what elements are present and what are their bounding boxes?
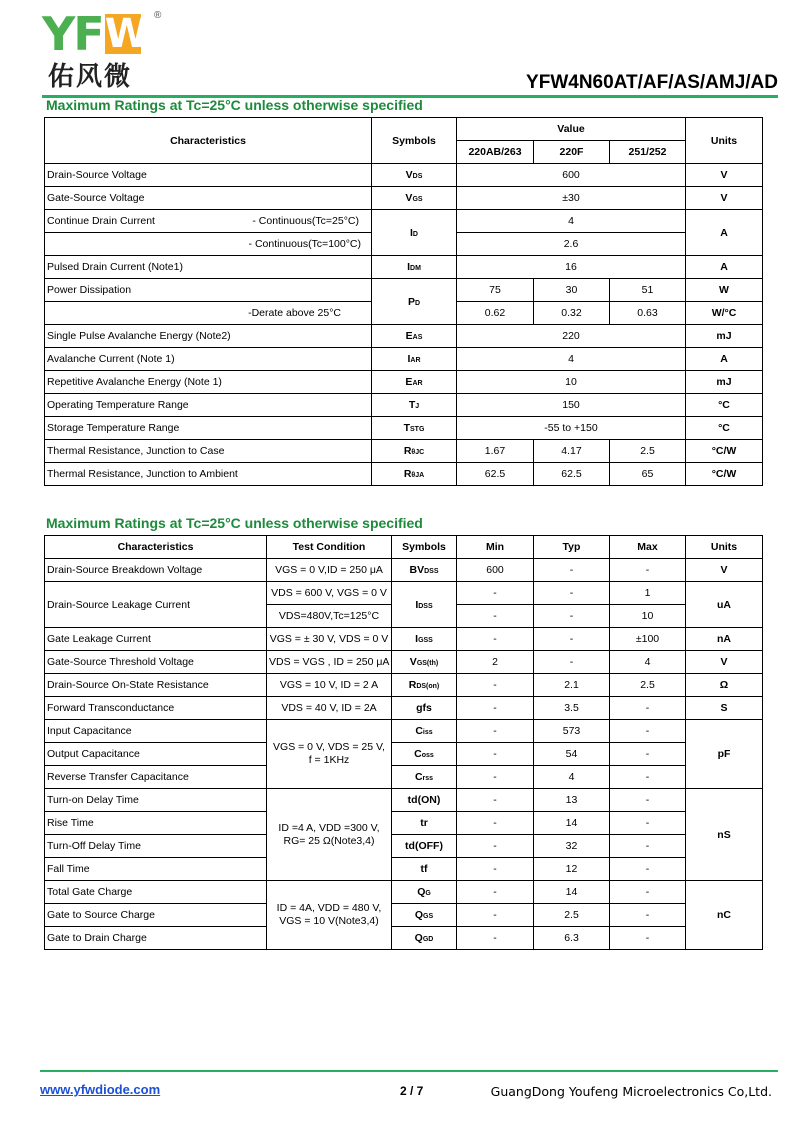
table-cell: Pulsed Drain Current (Note1) xyxy=(45,256,372,279)
table-cell: - xyxy=(457,766,534,789)
table-cell: 2 xyxy=(457,651,534,674)
header-test-condition: Test Condition xyxy=(267,536,392,559)
table-cell: 2.1 xyxy=(534,674,610,697)
table-cell: - xyxy=(610,720,686,743)
table-cell: 14 xyxy=(534,812,610,835)
header-max: Max xyxy=(610,536,686,559)
table-cell: 4 xyxy=(457,348,686,371)
table-cell: A xyxy=(686,210,763,256)
table-row xyxy=(45,187,763,210)
header-typ: Typ xyxy=(534,536,610,559)
table-cell: VGS = 10 V, ID = 2 A xyxy=(267,674,392,697)
table-cell: - xyxy=(610,789,686,812)
table-cell: td(OFF) xyxy=(392,835,457,858)
table-cell: - xyxy=(610,927,686,950)
table-cell: VGS = ± 30 V, VDS = 0 V xyxy=(267,628,392,651)
logo-chinese-name: 佑风微 xyxy=(48,62,133,92)
table-cell: RθJC xyxy=(372,440,457,463)
table-cell: - xyxy=(457,789,534,812)
table-cell: Gate to Drain Charge xyxy=(45,927,267,950)
table-row xyxy=(45,371,763,394)
table-cell: Drain-Source Breakdown Voltage xyxy=(45,559,267,582)
table-cell: VGS = 0 V,ID = 250 μA xyxy=(267,559,392,582)
table-cell: V xyxy=(686,187,763,210)
table-row xyxy=(45,927,763,950)
company-logo xyxy=(42,7,172,94)
table-cell: Thermal Resistance, Junction to Ambient xyxy=(45,463,372,486)
table-cell: - xyxy=(457,720,534,743)
table-cell: Avalanche Current (Note 1) xyxy=(45,348,372,371)
table-cell: - xyxy=(610,766,686,789)
table-cell: 32 xyxy=(534,835,610,858)
table-row xyxy=(45,628,763,651)
table-cell: Ciss xyxy=(392,720,457,743)
table-cell: Single Pulse Avalanche Energy (Note2) xyxy=(45,325,372,348)
table-row xyxy=(45,417,763,440)
table-cell: IDM xyxy=(372,256,457,279)
table-cell: 12 xyxy=(534,858,610,881)
table-cell: -Derate above 25°C xyxy=(45,302,372,325)
table-cell: 51 xyxy=(610,279,686,302)
table-cell: 3.5 xyxy=(534,697,610,720)
table-cell: 220 xyxy=(457,325,686,348)
table-cell: V xyxy=(686,559,763,582)
table-cell: RθJA xyxy=(372,463,457,486)
section-title-ratings: Maximum Ratings at Tc=25°C unless otherwise specified xyxy=(46,97,423,113)
table-cell: 573 xyxy=(534,720,610,743)
table-cell: W/°C xyxy=(686,302,763,325)
table-cell: - xyxy=(457,628,534,651)
table-row xyxy=(45,256,763,279)
table-cell: ±30 xyxy=(457,187,686,210)
table-cell: Coss xyxy=(392,743,457,766)
table-cell: TSTG xyxy=(372,417,457,440)
table-cell: VGS = 0 V, VDS = 25 V, f = 1KHz xyxy=(267,720,392,789)
table-cell: °C xyxy=(686,417,763,440)
table-cell: ID = 4A, VDD = 480 V, VGS = 10 V(Note3,4) xyxy=(267,881,392,950)
table-cell: Operating Temperature Range xyxy=(45,394,372,417)
table-cell: V xyxy=(686,651,763,674)
max-ratings-table xyxy=(44,117,763,486)
table-cell: 10 xyxy=(457,371,686,394)
table-cell: 1 xyxy=(610,582,686,605)
footer-divider xyxy=(40,1070,778,1072)
table-cell: PD xyxy=(372,279,457,325)
table-cell: 6.3 xyxy=(534,927,610,950)
table-cell: Gate-Source Threshold Voltage xyxy=(45,651,267,674)
table-cell: uA xyxy=(686,582,763,628)
table-cell: IDSS xyxy=(392,582,457,628)
table-row xyxy=(45,582,763,605)
table-cell: Drain-Source Voltage xyxy=(45,164,372,187)
table-row xyxy=(45,559,763,582)
header-characteristics: Characteristics xyxy=(45,536,267,559)
table-cell: nS xyxy=(686,789,763,881)
table-cell: 62.5 xyxy=(457,463,534,486)
table-cell: 75 xyxy=(457,279,534,302)
header-units: Units xyxy=(686,536,763,559)
table-cell: Crss xyxy=(392,766,457,789)
table-cell: 2.5 xyxy=(534,904,610,927)
header-min: Min xyxy=(457,536,534,559)
table-row xyxy=(45,789,763,812)
table-cell: Storage Temperature Range xyxy=(45,417,372,440)
table-cell: EAR xyxy=(372,371,457,394)
table-cell: Turn-on Delay Time xyxy=(45,789,267,812)
table-row xyxy=(45,904,763,927)
table-cell: mJ xyxy=(686,371,763,394)
table-cell: - Continuous(Tc=100°C) xyxy=(45,233,372,256)
table-cell: - xyxy=(457,605,534,628)
table-cell: A xyxy=(686,256,763,279)
table-cell: Drain-Source On-State Resistance xyxy=(45,674,267,697)
table-cell: IAR xyxy=(372,348,457,371)
header-units: Units xyxy=(686,118,763,164)
table-cell: - xyxy=(610,559,686,582)
table-cell: - xyxy=(457,743,534,766)
table-cell: - xyxy=(610,697,686,720)
table-cell: 0.32 xyxy=(534,302,610,325)
table-cell: 4 xyxy=(457,210,686,233)
table-row xyxy=(45,210,763,233)
table-cell: TJ xyxy=(372,394,457,417)
table-cell: - xyxy=(610,743,686,766)
table-row xyxy=(45,440,763,463)
header-package-3: 251/252 xyxy=(610,141,686,164)
table-row xyxy=(45,835,763,858)
table-cell: RDS(on) xyxy=(392,674,457,697)
table-cell: 30 xyxy=(534,279,610,302)
table-cell: 1.67 xyxy=(457,440,534,463)
table-cell: Turn-Off Delay Time xyxy=(45,835,267,858)
table-cell: Continue Drain Current - Continuous(Tc=25°C) xyxy=(45,210,372,233)
table-row xyxy=(45,463,763,486)
table-row xyxy=(45,325,763,348)
table-cell: IGSS xyxy=(392,628,457,651)
table-cell: - xyxy=(534,559,610,582)
table-cell: ±100 xyxy=(610,628,686,651)
table-cell: Total Gate Charge xyxy=(45,881,267,904)
table-cell: - xyxy=(610,812,686,835)
table-cell: Drain-Source Leakage Current xyxy=(45,582,267,628)
page-number: 2 / 7 xyxy=(400,1084,424,1098)
table-cell: Repetitive Avalanche Energy (Note 1) xyxy=(45,371,372,394)
header-package-1: 220AB/263 xyxy=(457,141,534,164)
table-cell: Reverse Transfer Capacitance xyxy=(45,766,267,789)
table-cell: nC xyxy=(686,881,763,950)
table-cell: W xyxy=(686,279,763,302)
table-row xyxy=(45,394,763,417)
table-cell: BVDSS xyxy=(392,559,457,582)
table-cell: tr xyxy=(392,812,457,835)
table-cell: °C/W xyxy=(686,463,763,486)
table-cell: mJ xyxy=(686,325,763,348)
table-cell: VGS(th) xyxy=(392,651,457,674)
table-cell: - xyxy=(457,697,534,720)
website-link[interactable]: www.yfwdiode.com xyxy=(40,1082,161,1097)
table-cell: VGS xyxy=(372,187,457,210)
table-cell: VDS xyxy=(372,164,457,187)
table-cell: 600 xyxy=(457,164,686,187)
section-title-electrical: Maximum Ratings at Tc=25°C unless otherwise specified xyxy=(46,515,423,531)
table-row xyxy=(45,720,763,743)
table-cell: 0.62 xyxy=(457,302,534,325)
table-cell: Input Capacitance xyxy=(45,720,267,743)
table-cell: 4 xyxy=(534,766,610,789)
table-cell: Gate Leakage Current xyxy=(45,628,267,651)
header-symbols: Symbols xyxy=(372,118,457,164)
table-cell: - xyxy=(457,835,534,858)
table-cell: 10 xyxy=(610,605,686,628)
table-cell: QGD xyxy=(392,927,457,950)
table-cell: 62.5 xyxy=(534,463,610,486)
table-cell: 150 xyxy=(457,394,686,417)
table-cell: VDS = VGS , ID = 250 μA xyxy=(267,651,392,674)
table-cell: - xyxy=(457,812,534,835)
table-cell: Thermal Resistance, Junction to Case xyxy=(45,440,372,463)
table-cell: - xyxy=(534,628,610,651)
table-cell: Gate to Source Charge xyxy=(45,904,267,927)
table-cell: A xyxy=(686,348,763,371)
table-cell: 4 xyxy=(610,651,686,674)
table-cell: 600 xyxy=(457,559,534,582)
table-cell: Ω xyxy=(686,674,763,697)
table-cell: °C/W xyxy=(686,440,763,463)
company-name: GuangDong Youfeng Microelectronics Co,Ltd. xyxy=(490,1084,772,1099)
table-cell: Gate-Source Voltage xyxy=(45,187,372,210)
table-cell: - xyxy=(457,582,534,605)
table-cell: °C xyxy=(686,394,763,417)
table-row xyxy=(45,348,763,371)
table-cell: Rise Time xyxy=(45,812,267,835)
table-cell: Output Capacitance xyxy=(45,743,267,766)
table-cell: Forward Transconductance xyxy=(45,697,267,720)
table-cell: 13 xyxy=(534,789,610,812)
table-cell: - xyxy=(534,605,610,628)
table-cell: 54 xyxy=(534,743,610,766)
table-cell: 2.6 xyxy=(457,233,686,256)
logo-mark: YFW xyxy=(42,7,147,61)
table-cell: V xyxy=(686,164,763,187)
table-cell: -55 to +150 xyxy=(457,417,686,440)
table-cell: - xyxy=(457,927,534,950)
table-row xyxy=(45,651,763,674)
table-row xyxy=(45,279,763,302)
table-cell: 0.63 xyxy=(610,302,686,325)
table-cell: - xyxy=(534,582,610,605)
header-characteristics: Characteristics xyxy=(45,118,372,164)
table-row xyxy=(45,674,763,697)
table-cell: - xyxy=(457,674,534,697)
table-cell: VDS=480V,Tc=125°C xyxy=(267,605,392,628)
part-number: YFW4N60AT/AF/AS/AMJ/AD xyxy=(526,72,778,93)
table-cell: QG xyxy=(392,881,457,904)
table-cell: nA xyxy=(686,628,763,651)
table-cell: 2.5 xyxy=(610,440,686,463)
table-row xyxy=(45,881,763,904)
table-cell: 4.17 xyxy=(534,440,610,463)
table-cell: - xyxy=(457,904,534,927)
table-cell: ID =4 A, VDD =300 V, RG= 25 Ω(Note3,4) xyxy=(267,789,392,881)
table-row xyxy=(45,164,763,187)
table-cell: ID xyxy=(372,210,457,256)
table-cell: pF xyxy=(686,720,763,789)
table-cell: - xyxy=(457,881,534,904)
table-cell: gfs xyxy=(392,697,457,720)
table-cell: 2.5 xyxy=(610,674,686,697)
electrical-characteristics-table xyxy=(44,535,763,950)
header-package-2: 220F xyxy=(534,141,610,164)
table-cell: td(ON) xyxy=(392,789,457,812)
table-cell: - xyxy=(457,858,534,881)
table-cell: Fall Time xyxy=(45,858,267,881)
registered-mark: ® xyxy=(154,10,162,21)
table-cell: - xyxy=(610,881,686,904)
table-cell: EAS xyxy=(372,325,457,348)
table-cell: - xyxy=(610,858,686,881)
table-cell: VDS = 600 V, VGS = 0 V xyxy=(267,582,392,605)
table-cell: 16 xyxy=(457,256,686,279)
table-cell: VDS = 40 V, ID = 2A xyxy=(267,697,392,720)
table-cell: 14 xyxy=(534,881,610,904)
header-symbols: Symbols xyxy=(392,536,457,559)
table-cell: - xyxy=(610,904,686,927)
table-cell: S xyxy=(686,697,763,720)
header-value: Value xyxy=(457,118,686,141)
table-cell: QGS xyxy=(392,904,457,927)
table-row xyxy=(45,812,763,835)
table-row xyxy=(45,766,763,789)
table-row xyxy=(45,858,763,881)
table-cell: tf xyxy=(392,858,457,881)
table-row xyxy=(45,697,763,720)
table-cell: - xyxy=(610,835,686,858)
table-cell: - xyxy=(534,651,610,674)
table-row xyxy=(45,743,763,766)
table-cell: Power Dissipation xyxy=(45,279,372,302)
table-cell: 65 xyxy=(610,463,686,486)
